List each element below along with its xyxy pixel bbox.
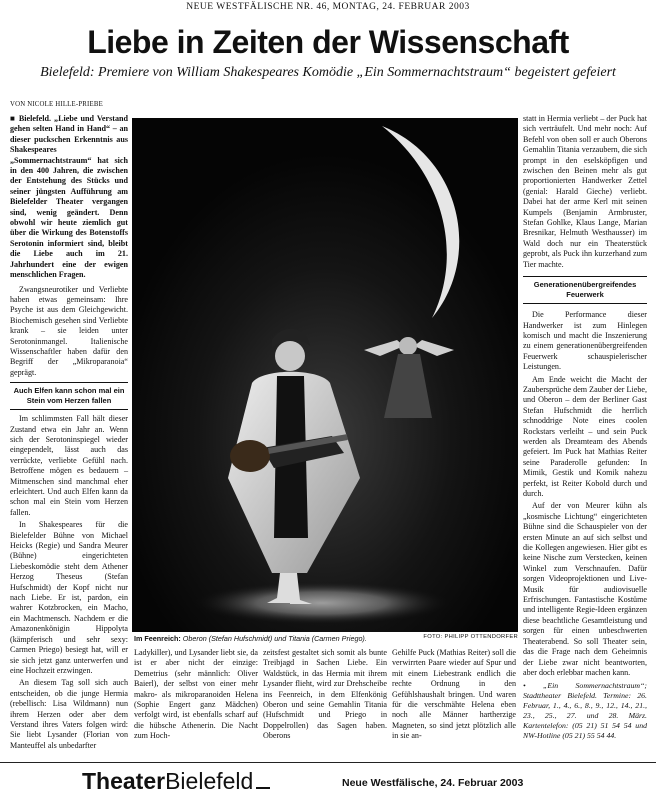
paragraph: An diesem Tag soll sich auch entscheiden, ob die junge Hermia (rebellisch: Lisa Wildmann) nun ihrem Herzen oder aber dem Verstand ihres Vaters folgen wird: Sie liebt Lysander (Florian von Manteuffel als unbedarfter [10,678,128,750]
stage-photo-image [132,118,518,632]
caption-text: Oberon (Stefan Hufschmidt) und Titania (Carmen Priego). [180,634,367,643]
paragraph: In Shakespeares für die Bielefelder Bühne von Michael Heicks (Regie) und Sandra Meurer (Bühne) eingerichteten Liebeskomödie steht dem Athener Herzog Theseus (Stefan Hufschmidt) der Kopf nicht nur nach Liebe. Er ist, pardon, ein wahrer Kotzbrocken, ein Macho, ein Machtmensch. Nachdem er die Amazonenkönigin Hippolyta (kämpferisch und sehr sexy: Carmen Priego) besiegt hat, will er sie sich jetzt ganz unterwerfen und eine Hochzeit erzwingen. [10,520,128,675]
paragraph: Die Performance dieser Handwerker ist zum Hinlegen komisch und macht die Inszenierung zu einem generationenübergreifenden Feuerwerk schauspielerischer Leistungen. [523,310,647,372]
section-subhead: Generationenübergreifendes Feuerwerk [523,276,647,304]
section-subhead: Auch Elfen kann schon mal ein Stein vom Herzen fallen [10,382,128,410]
left-column [10,114,128,753]
photo-credit: FOTO: PHILIPP OTTENDORFER [423,634,518,640]
bottom-column-2: zeitsfest gestaltet sich somit als bunte Treibjagd in Sachen Liebe. Ein Waldstück, in das Hermia mit ihrem Lysander flieht, wird zur Drehscheibe ins Feenreich, in dem Elfenkönig Oberon und seine Gemahlin Titania (Hufschmidt und Priego in Doppelrollen) das Sagen haben. Oberons [263,648,387,741]
headline: Liebe in Zeiten der Wissenschaft [87,24,569,60]
bottom-column-1: Ladykiller), und Lysander liebt sie, da ist er aber nicht der einzige: Demetrius (sehr männlich: Oliver Baierl), der selbst von einer mehr makro- als mikroparanoiden Helena (Sophie Engert ganz Mädchen) verfolgt wird, ist ebenfalls scharf auf die hübsche Athenerin. Die Nacht zum Hoch- [134,648,258,741]
paragraph: Am Ende weicht die Macht der Zaubersprüche dem Zauber der Liebe, und Oberon – dem der Berliner Gast Stefan Hufschmidt die herrlich schnoddrige Note eines coolen Rockstars verleiht – und sein Puck werden als Dreamteam des Abends gefeiert. Im Puck hat Mathias Reiter seine Paraderolle gefunden: In Mimik, Gestik und Komik nahezu perfekt, ist Reiter Kobold durch und durch. [523,374,647,498]
subheadline: Bielefeld: Premiere von William Shakespeares Komödie „Ein Sommernachtstraum“ begeistert gefeiert [40,65,616,80]
caption-label: Im Feenreich: [134,634,181,643]
lead-paragraph: ■ Bielefeld. „Liebe und Verstand gehen selten Hand in Hand“ – an dieser puckschen Erkenntnis aus Shakespeares „Sommernachtstraum“ hat sich in den 400 Jahren, die zwischen der Entstehung des Stücks und seiner jüngsten Aufführung am Bielefelder Theater vergangen sind, wenig geändert. Denn obwohl wir heute ziemlich gut über die Wirkung des Botenstoffs Serotonin informiert sind, bleibt die Liebe auch im 21. Jahrhundert eine der ewigen menschlichen Fragen. [10,114,128,280]
source-line: Neue Westfälische, 24. Februar 2003 [342,777,524,789]
bottom-column-3: Gehilfe Puck (Mathias Reiter) soll die verwirrten Paare wieder auf Spur und mit einem Liebestrank endlich die rechte Ordnung in den Gefühlshaushalt bringen. Und waren für die verschmähte Helena eben noch alle Männer hartherzige Magneten, so sind jetzt plötzlich alle in sie an- [392,648,516,741]
right-column [523,114,647,760]
paragraph: Auf der von Meurer kühn als „kosmische Lichtung“ eingerichteten Bühne sind die Schauspieler von der ersten Minute an auf sich selbst und die Kollegen angewiesen. Hier gibt es keine Nische zum Verstecken, keinen Winkel zum Verschnaufen. Dafür sorgen Videoprojektionen und Live-Musik für audiovisuelle Erfrischungen. Fantastische Kostüme und intelligente Regie-Ideen ergänzen diese beachtliche Gesamtleistung und sorgen für einen unbeschwerten Theaterabend. So soll Theater sein, das die Frage nach dem Geheimnis der Liebe zwar nicht beantworten, aber doch erlebbar machen kann. [523,501,647,677]
masthead: NEUE WESTFÄLISCHE NR. 46, MONTAG, 24. FEBRUAR 2003 [186,2,470,12]
paragraph: Zwangsneurotiker und Verliebte haben etwas gemeinsam: Ihre Psyche ist aus dem Gleichgewicht. Biochemisch gesehen sind Verliebte krank – sie leiden unter Serotoninmangel. Italienische Wissenschaftler haben dafür den Begriff der „Mikroparanoia“ geprägt. [10,284,128,377]
paragraph: statt in Hermia verliebt – der Puck hat sich verträufelt. Und mehr noch: Auf Befehl von oben soll er auch Oberons Gemahlin Titania verzaubern, die sich prompt in den eselsköpfigen und zwischen den Beinen mehr als gut proportionierten Handwerker Zettel (genial: Harald Gieche) verliebt. Dabei hat der arme Kerl mit seinen Kumpels (Benjamin Armbruster, Stefan Gohlke, Klaus Lange, Marian Bresnikar, Helmuth Westhausser) im Wald doch nur ein Theaterstück geprobt, als Puck ihn kurzerhand zum Tier machte. [523,114,647,269]
photo-caption [134,634,518,643]
theater-bielefeld-logo: TheaterBielefeld [82,768,270,794]
paragraph: Im schlimmsten Fall hält dieser Zustand etwa ein Jahr an. Wenn sich der Serotoninspiegel wieder eingependelt, lässt auch das verrückte, verliebte Gefühl nach. Betroffene mögen es bedauern – Mitmenschen sind manchmal eher erleichtert. Und auch Elfen kann da schon mal ein Stein vom Herzen fallen. [10,414,128,517]
event-info: • „Ein Sommernachtstraum“; Stadttheater Bielefeld. Termine: 26. Februar, 1., 4., 6., 8., 9., 12., 14., 21., 23., 25., 27. und 28. März. Kartentelefon: (05 21) 51 54 54 und NW-Hotline (05 21) 55 54 44. [523,681,647,741]
stage-photo [132,118,518,632]
footer [0,762,656,800]
byline: VON NICOLE HILLE-PRIEBE [10,101,103,108]
